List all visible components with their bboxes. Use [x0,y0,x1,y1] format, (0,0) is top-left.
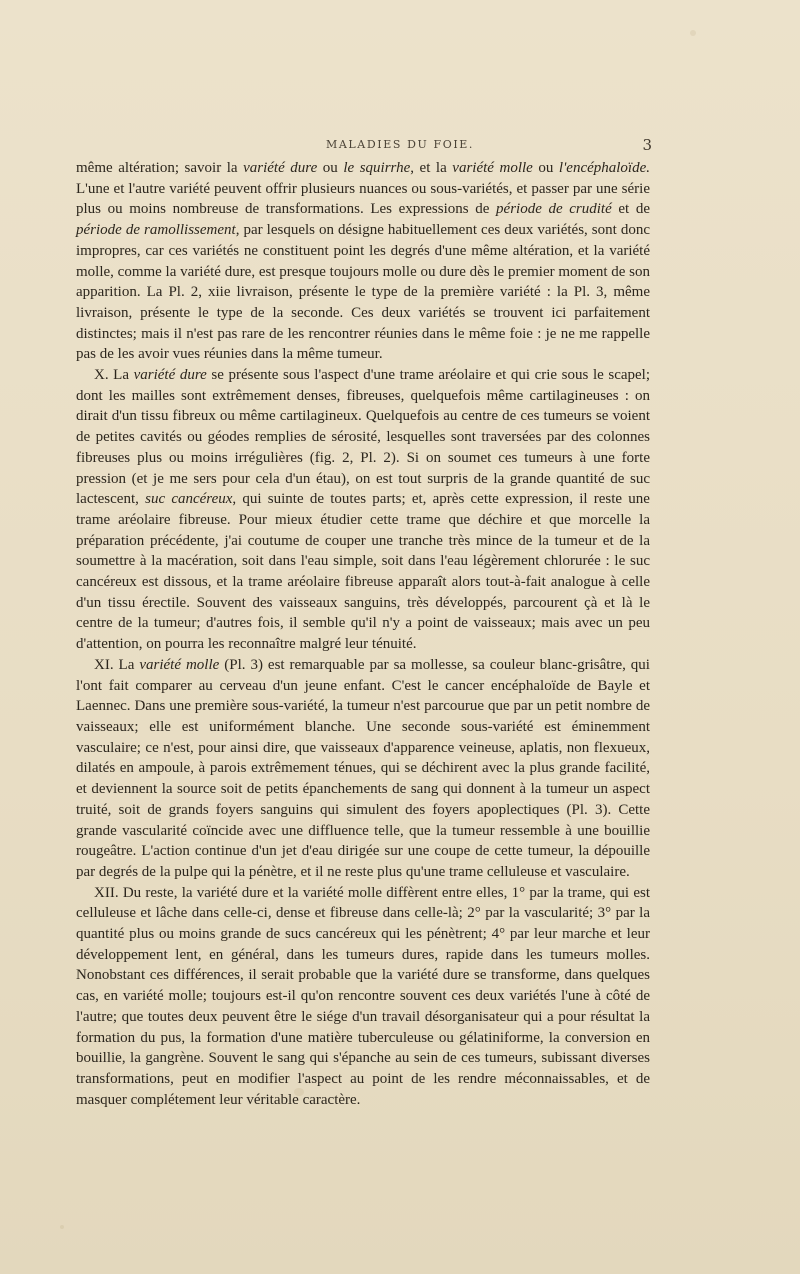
text-run: se présente sous l'aspect d'une trame aréolaire et qui crie sous le scapel; dont les mailles sont extrêmement denses, fibreuses, quelquefois même cartilagineuses : on dirait d'un tissu fibreux ou même cartilagineux. Quelquefois au centre de ces tumeurs se voient de petites cavités ou géodes remplies de sérosité, lesquelles sont traversées par des colonnes fibreuses plus ou moins irrégulières (fig. 2, Pl. 2). Si on soumet ces tumeurs à une forte pression (et je me sers pour cela d'un étau), on est tout surpris de la grande quantité de suc lactescent, [76,367,651,508]
italic-term: variété molle [452,160,533,176]
italic-term: période de ramollissement [76,222,236,239]
text-run: , par lesquels on désigne habituellement ces deux variétés, sont donc impropres, car ces variétés ne constituent point les degrés d'une même altération, et la variété molle, comme la variété dure, est presque toujours molle ou dure dès le premier moment de son apparition. La Pl. 2, xiie livraison, présente le type de la première variété : la Pl. 3, même livraison, présente le type de la seconde. Ces deux variétés se trouvent ici parfaitement distinctes; mais il n'est pas rare de les rencontrer réunies dans le même foie : je ne me rappelle pas de les avoir vues réunies dans la même tumeur. [76,222,650,363]
italic-term: suc cancéreux [145,491,233,508]
text-run: XII. Du reste, la variété dure et la variété molle diffèrent entre elles, 1° par la trame, qui est celluleuse et lâche dans celle-ci, dense et fibreuse dans celle-là; 2° par la vascularité; 3° par la quantité plus ou moins grande de sucs cancéreux qui les pénètrent; 4° par leur marche et leur développement lent, en général, dans les tumeurs dures, rapide dans les tumeurs molles. Nonobstant ces différences, il serait probable que la variété dure se transforme, dans quelques cas, en variété molle; toujours est-il qu'on rencontre souvent ces deux variétés l'une à côté de l'autre; que toutes deux peuvent être le siége d'un travail désorganisateur qui a pour résultat la formation du pus, la formation d'une matière tuberculeuse ou gélatiniforme, la conversion en bouillie, la gangrène. Souvent le sang qui s'épanche au sein de ces tumeurs, subissant diverses transformations, peut en modifier l'aspect au point de les rendre méconnaissables, et de masquer complétement leur véritable caractère. [76,884,650,1108]
text-run: et de [611,201,651,218]
text-run: X. La [94,367,134,384]
paper-spot [60,1225,64,1229]
text-run: , et la [410,160,453,176]
body-text [76,158,650,1110]
text-run: ou [532,160,559,176]
text-run: L'une et l'autre variété peuvent offrir plusieurs nuances ou sous-variétés, et passer par une série plus ou moins nombreuse de transformations. Les expressions de [76,180,650,218]
italic-term: l'encéphaloïde. [558,160,650,176]
paragraph [76,158,650,365]
paper-spot [690,30,696,36]
page-header [0,138,800,158]
italic-term: période de crudité [496,201,612,218]
italic-term: variété molle [139,656,220,673]
text-run: , qui suinte de toutes parts; et, après cette expression, il reste une trame aréolaire fibreuse. Pour mieux étudier cette trame que déchire et que morcelle la préparation précédente, j'ai coutume de couper une tranche très mince de la tumeur et de la soumettre à la macération, soit dans l'eau simple, soit dans l'eau légèrement chlorurée : le suc cancéreux est dissous, et la trame aréolaire fibreuse apparaît alors tout-à-fait analogue à celle d'un tissu érectile. Souvent des vaisseaux sanguins, très développés, parcourent çà et là le centre de la tumeur; d'autres fois, il semble qu'il n'y a point de vaisseaux; mais avec un peu d'attention, on pourra les reconnaître malgré leur ténuité. [76,491,650,653]
page-number: 3 [642,136,652,154]
paragraph [76,365,650,655]
text-run: ou [317,160,344,176]
paragraph [76,883,650,1111]
text-run: même altération; savoir la [76,160,244,176]
italic-term: le squirrhe [343,160,411,176]
italic-term: variété dure [133,367,207,384]
running-title: MALADIES DU FOIE. [326,138,474,151]
italic-term: variété dure [243,160,318,176]
text-run: XI. La [94,656,140,673]
text-run: (Pl. 3) est remarquable par sa mollesse, sa couleur blanc-grisâtre, qui l'ont fait comparer au cerveau d'un jeune enfant. C'est le cancer encéphaloïde de Bayle et Laennec. Dans une première sous-variété, la tumeur n'est parcourue que par un petit nombre de vaisseaux; elle est uniformément blanche. Une seconde sous-variété est éminemment vasculaire; ce n'est, pour ainsi dire, que vaisseaux d'apparence veineuse, aplatis, non flexueux, dilatés en ampoule, à parois extrêmement ténues, qui se déchirent avec la plus grande facilité, et deviennent la source soit de petits épanchements de sang qui donnent à la tumeur un aspect truité, soit de grands foyers sanguins qui simulent des foyers apoplectiques (Pl. 3). Cette grande vascularité coïncide avec une diffluence telle, que la tumeur ressemble à une bouillie rougeâtre. L'action continue d'un jet d'eau dirigée sur une coupe de cette tumeur, la dépouille par degrés de la pulpe qui la pénètre, et il ne reste plus qu'une trame celluleuse et vasculaire. [76,656,650,880]
paragraph [76,655,650,883]
